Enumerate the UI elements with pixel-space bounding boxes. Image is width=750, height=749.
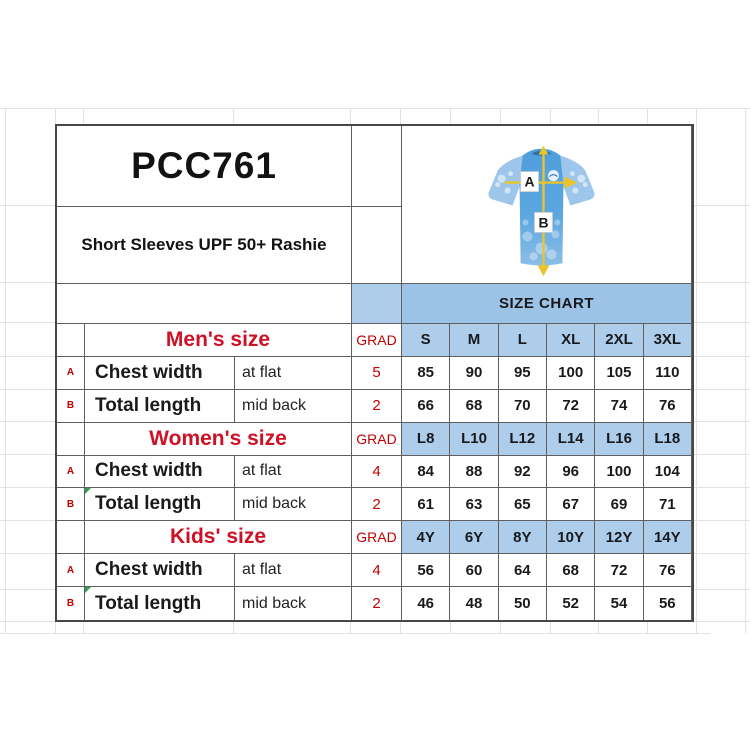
section-title-mens: Men's size [85, 324, 352, 357]
size-value: 85 [402, 357, 450, 390]
empty-cell [57, 521, 85, 554]
section-title-womens: Women's size [85, 423, 352, 456]
size-value: 104 [644, 456, 692, 489]
size-header: XL [547, 324, 595, 357]
chest-logo [548, 170, 559, 181]
size-value: 68 [547, 554, 595, 587]
size-value: 95 [499, 357, 547, 390]
size-value: 100 [595, 456, 643, 489]
band-spacer-cell [352, 284, 402, 324]
size-value: 105 [595, 357, 643, 390]
measure-method: mid back [235, 587, 352, 620]
size-value: 54 [595, 587, 643, 620]
size-value: 65 [499, 488, 547, 521]
measure-method: mid back [235, 390, 352, 423]
measure-label: Chest width [85, 357, 235, 390]
size-value: 96 [547, 456, 595, 489]
size-header: L10 [450, 423, 498, 456]
grad-header: GRAD [352, 324, 402, 357]
size-value: 46 [402, 587, 450, 620]
row-marker: B [57, 488, 85, 521]
grad-value: 5 [352, 357, 402, 390]
product-code: PCC761 [57, 126, 352, 207]
measure-label-text: Total length [95, 592, 202, 614]
size-value: 84 [402, 456, 450, 489]
measure-method: at flat [235, 357, 352, 390]
size-value: 52 [547, 587, 595, 620]
size-value: 48 [450, 587, 498, 620]
product-subtitle: Short Sleeves UPF 50+ Rashie [57, 207, 352, 284]
size-header: 3XL [644, 324, 692, 357]
size-value: 100 [547, 357, 595, 390]
empty-cell [57, 423, 85, 456]
size-value: 61 [402, 488, 450, 521]
size-header: L12 [499, 423, 547, 456]
size-value: 74 [595, 390, 643, 423]
size-header: L14 [547, 423, 595, 456]
row-marker: A [57, 357, 85, 390]
size-value: 50 [499, 587, 547, 620]
size-header: L16 [595, 423, 643, 456]
row-marker: B [57, 390, 85, 423]
measure-method: mid back [235, 488, 352, 521]
size-value: 76 [644, 554, 692, 587]
size-header: 12Y [595, 521, 643, 554]
grad-value: 2 [352, 587, 402, 620]
size-value: 64 [499, 554, 547, 587]
size-value: 63 [450, 488, 498, 521]
size-value: 69 [595, 488, 643, 521]
size-value: 67 [547, 488, 595, 521]
grad-value: 2 [352, 390, 402, 423]
shirt-graphic [402, 126, 691, 283]
comment-marker [85, 587, 91, 593]
label-b: B [538, 214, 549, 231]
measure-label: Total length [85, 390, 235, 423]
measure-method: at flat [235, 554, 352, 587]
size-value: 110 [644, 357, 692, 390]
size-value: 71 [644, 488, 692, 521]
rashguard-image [402, 126, 692, 284]
size-header: M [450, 324, 498, 357]
size-value: 72 [547, 390, 595, 423]
size-value: 56 [644, 587, 692, 620]
grad-header: GRAD [352, 521, 402, 554]
size-header: 6Y [450, 521, 498, 554]
size-value: 90 [450, 357, 498, 390]
empty-cell [57, 284, 352, 324]
row-marker: A [57, 456, 85, 489]
grad-value: 4 [352, 456, 402, 489]
size-header: 10Y [547, 521, 595, 554]
size-header: 8Y [499, 521, 547, 554]
section-title-kids: Kids' size [85, 521, 352, 554]
size-value: 88 [450, 456, 498, 489]
measure-label: Chest width [85, 554, 235, 587]
size-header: 4Y [402, 521, 450, 554]
grad-header: GRAD [352, 423, 402, 456]
empty-cell [352, 207, 402, 284]
size-value: 56 [402, 554, 450, 587]
size-chart-table [55, 124, 694, 622]
empty-cell [57, 324, 85, 357]
size-header: S [402, 324, 450, 357]
comment-marker [85, 488, 91, 494]
empty-cell [352, 126, 402, 207]
size-header: L8 [402, 423, 450, 456]
left-sleeve [488, 156, 522, 206]
size-value: 72 [595, 554, 643, 587]
size-header: 14Y [644, 521, 692, 554]
label-a: A [524, 173, 535, 190]
size-header: L [499, 324, 547, 357]
size-chart-banner: SIZE CHART [402, 284, 692, 324]
measure-label: Chest width [85, 456, 235, 489]
measure-method: at flat [235, 456, 352, 489]
grad-value: 4 [352, 554, 402, 587]
size-header: L18 [644, 423, 692, 456]
measure-label [85, 488, 235, 521]
row-marker: A [57, 554, 85, 587]
size-value: 66 [402, 390, 450, 423]
size-header: 2XL [595, 324, 643, 357]
size-value: 60 [450, 554, 498, 587]
size-value: 70 [499, 390, 547, 423]
size-value: 68 [450, 390, 498, 423]
measure-label [85, 587, 235, 620]
grad-value: 2 [352, 488, 402, 521]
size-value: 92 [499, 456, 547, 489]
row-marker: B [57, 587, 85, 620]
measure-label-text: Total length [95, 493, 202, 515]
size-value: 76 [644, 390, 692, 423]
